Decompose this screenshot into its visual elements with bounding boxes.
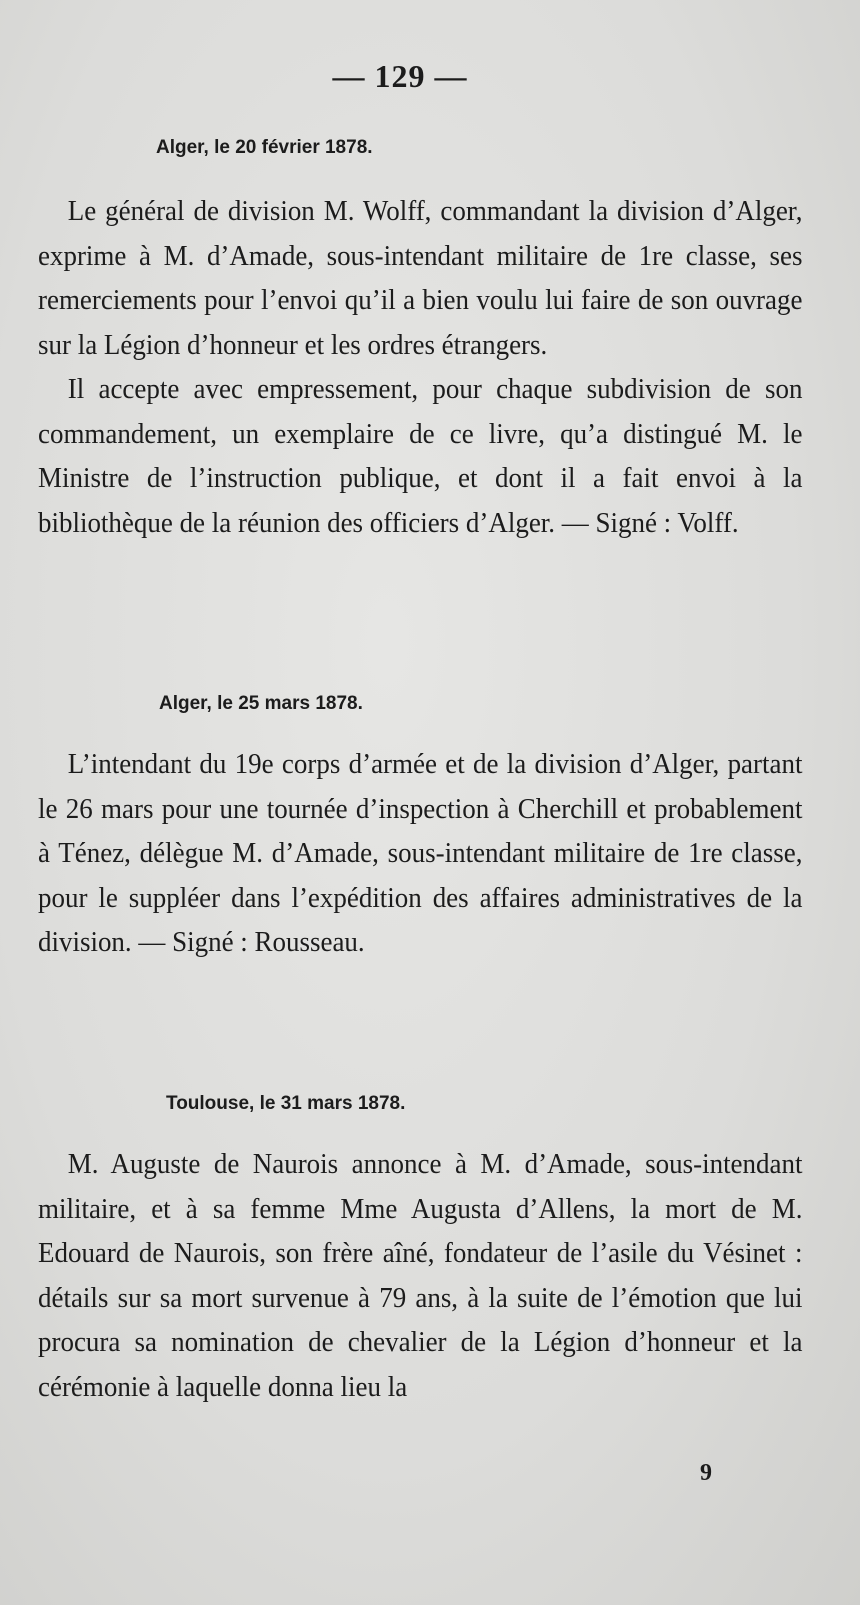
letter-entry-3-body bbox=[38, 1142, 802, 1409]
paragraph: Le général de division M. Wolff, commandant la division d’Alger, exprime à M. d’Amade, sous-intendant militaire de 1re classe, ses remerciements pour l’envoi qu’il a bien voulu lui faire de son ouvrage sur la Légion d’honneur et les ordres étrangers. bbox=[38, 195, 803, 361]
dateline: Alger, le 20 février 1878. bbox=[156, 137, 373, 158]
dateline: Toulouse, le 31 mars 1878. bbox=[166, 1093, 406, 1114]
paragraph: L’intendant du 19e corps d’armée et de la division d’Alger, partant le 26 mars pour une tournée d’inspection à Cherchill et probablement à Ténez, délègue M. d’Amade, sous-intendant militaire de 1re classe, pour le suppléer dans l’expédition des affaires administratives de la division. — Signé : Rousseau. bbox=[38, 748, 803, 958]
letter-entry-2 bbox=[38, 692, 802, 716]
letter-entry-3 bbox=[38, 1092, 802, 1116]
page-number: — 129 — bbox=[332, 58, 468, 94]
signature-mark: 9 bbox=[700, 1460, 712, 1486]
letter-entry-2-body bbox=[38, 742, 802, 965]
dateline: Alger, le 25 mars 1878. bbox=[159, 693, 363, 714]
paragraph: M. Auguste de Naurois annonce à M. d’Amade, sous-intendant militaire, et à sa femme Mme Augusta d’Allens, la mort de M. Edouard de Naurois, son frère aîné, fondateur de l’asile du Vésinet : détails sur sa mort survenue à 79 ans, à la suite de l’émotion que lui procura sa nomination de chevalier de la Légion d’honneur et la cérémonie à laquelle donna lieu la bbox=[38, 1148, 803, 1403]
letter-entry-1 bbox=[38, 136, 802, 160]
letter-entry-1-body bbox=[38, 189, 802, 545]
paragraph: Il accepte avec empressement, pour chaque subdivision de son commandement, un exemplaire de ce livre, qu’a distingué M. le Ministre de l’instruction publique, et dont il a fait envoi à la bibliothèque de la réunion des officiers d’Alger. — Signé : Volff. bbox=[38, 373, 803, 539]
